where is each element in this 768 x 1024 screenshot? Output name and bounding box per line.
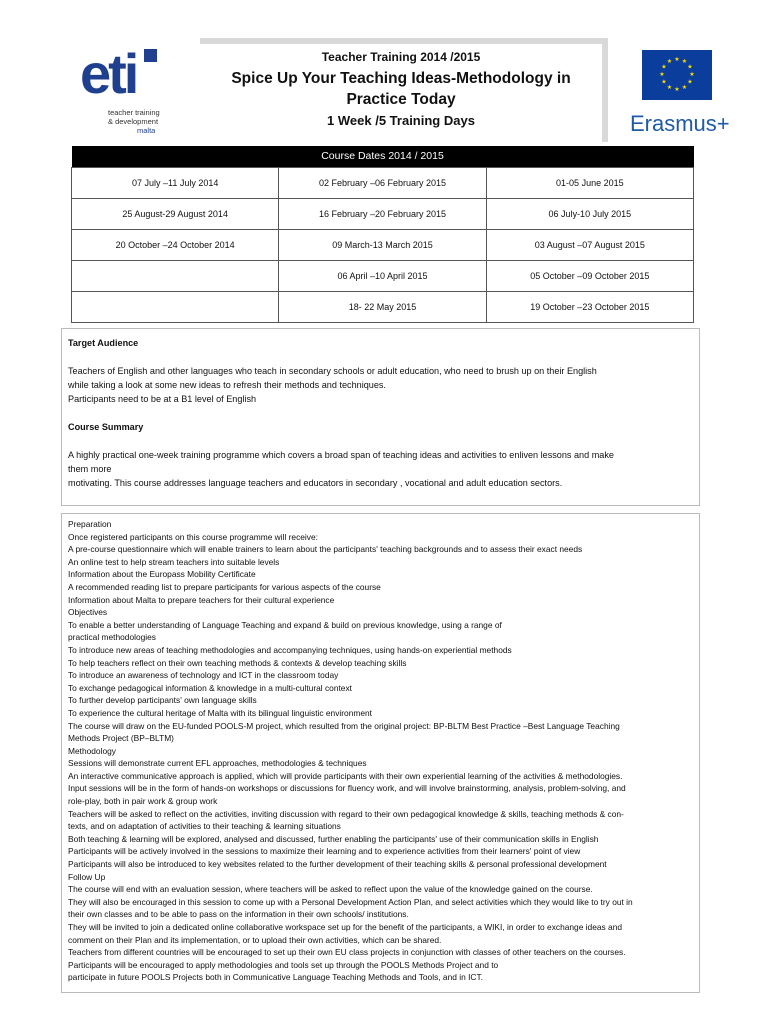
date-cell: 09 March-13 March 2015 (279, 229, 486, 260)
course-title-line1: Spice Up Your Teaching Ideas-Methodology in (231, 70, 571, 87)
course-summary-heading: Course Summary (68, 422, 144, 432)
detail-line: To experience the cultural heritage of Malta with its bilingual linguistic environment (68, 707, 372, 718)
date-cell (72, 291, 279, 322)
date-cell: 25 August-29 August 2014 (72, 198, 279, 229)
detail-line: To exchange pedagogical information & knowledge in a multi-cultural context (68, 682, 352, 693)
target-audience-line: while taking a look at some new ideas to refresh their methods and techniques. (68, 380, 386, 390)
svg-text:★: ★ (687, 63, 693, 71)
detail-line: Information about Malta to prepare teachers for their cultural experience (68, 594, 335, 605)
follow-up-heading: Follow Up (68, 871, 106, 882)
detail-line: Information about the Europass Mobility Certificate (68, 569, 256, 580)
eu-flag-icon (642, 50, 712, 100)
detail-line: Once registered participants on this course programme will receive: (68, 531, 318, 542)
date-cell: 16 February –20 February 2015 (279, 198, 486, 229)
detail-line: Input sessions will be in the form of hands-on workshops or discussions for fluency work, and will involve brainstorming, analysis, problem-solving, and (68, 783, 626, 794)
detail-line: participate in future POOLS Projects both in Communicative Language Teaching Methods and Tools, and in ICT. (68, 972, 483, 983)
course-summary-line: A highly practical one-week training programme which covers a broad span of teaching ideas and activities to enliven lessons and make (68, 450, 614, 460)
detail-line: role-play, both in pair work & group work (68, 796, 218, 807)
detail-line: practical methodologies (68, 632, 156, 643)
detail-line: Participants will be actively involved in the sessions to maximize their learning and to experience activities from their learners' point of view (68, 846, 581, 857)
detail-line: Participants will also be introduced to key websites related to the further development of their teaching skills & personal professional development (68, 859, 607, 870)
svg-text:★: ★ (687, 78, 693, 86)
date-cell (72, 260, 279, 291)
training-year: Teacher Training 2014 /2015 (321, 50, 481, 64)
svg-text:★: ★ (661, 78, 667, 86)
date-cell: 20 October –24 October 2014 (72, 229, 279, 260)
detail-line: The course will end with an evaluation session, where teachers will be asked to reflect upon the value of the knowledge gained on the course. (68, 884, 593, 895)
svg-text:★: ★ (681, 84, 688, 91)
erasmus-logo-text: Erasmus+ (630, 111, 730, 136)
detail-line: To enable a better understanding of Language Teaching and expand & build on previous knowledge, using a range of (68, 619, 502, 630)
detail-line: Teachers from different countries will be encouraged to set up their own EU class projects in conjunction with classes of other teachers on the courses. (68, 947, 626, 958)
eti-logo-line3: malta (137, 126, 156, 135)
table-row (72, 198, 694, 229)
target-audience-heading: Target Audience (68, 338, 139, 348)
course-details-box (61, 513, 700, 993)
detail-line: their own classes and to be able to pass on the information in their own schools/ institutions. (68, 909, 409, 920)
table-row (72, 229, 694, 260)
date-cell: 19 October –23 October 2015 (486, 291, 693, 322)
target-audience-line: Participants need to be at a B1 level of English (68, 394, 257, 404)
table-row (72, 260, 694, 291)
detail-line: texts, and on adaptation of activities to their teaching & learning situations (68, 821, 341, 832)
detail-line: To introduce an awareness of technology and ICT in the classroom today (68, 670, 339, 681)
svg-text:★: ★ (689, 71, 695, 78)
detail-line: comment on their Plan and its implementation, or to upload their own activities, which can be shared. (68, 934, 442, 945)
detail-line: An interactive communicative approach is applied, which will provide participants with their own experiential learning of the activities & methodologies. (68, 770, 623, 781)
table-row (72, 291, 694, 322)
preparation-heading: Preparation (68, 519, 112, 529)
detail-line: An online test to help stream teachers into suitable levels (68, 556, 280, 567)
svg-text:★: ★ (666, 84, 673, 91)
svg-text:★: ★ (666, 58, 673, 65)
eti-logo-line2: & development (108, 117, 159, 126)
course-summary-line: motivating. This course addresses language teachers and educators in secondary , vocational and adult education sectors. (68, 478, 563, 488)
detail-line: Both teaching & learning will be explored, analysed and discussed, further enabling the participants' use of their communication skills in English (68, 833, 599, 844)
methodology-heading: Methodology (68, 745, 116, 756)
course-title-line2: Practice Today (346, 91, 456, 108)
svg-text:★: ★ (661, 63, 667, 71)
date-cell: 18- 22 May 2015 (279, 291, 486, 322)
eti-logo-word: eti (80, 42, 137, 105)
svg-text:★: ★ (681, 58, 688, 65)
date-cell: 06 April –10 April 2015 (279, 260, 486, 291)
svg-text:★: ★ (674, 86, 680, 93)
detail-line: The course will draw on the EU-funded POOLS-M project, which resulted from the original project: BP-BLTM Best Practice –Best Language Teaching (68, 720, 620, 731)
eti-logo-dot (144, 49, 157, 62)
title-box (200, 38, 608, 142)
detail-line: A pre-course questionnaire which will enable trainers to learn about the participants' teaching backgrounds and to assess their exact needs (68, 544, 583, 555)
detail-line: They will also be encouraged in this session to come up with a Personal Development Action Plan, and select activities which they would like to try out in (68, 896, 633, 907)
audience-summary-box (61, 328, 700, 506)
detail-line: Teachers will be asked to reflect on the activities, inviting discussion with regard to their own pedagogical knowledge & skills, teaching methods & con- (68, 808, 624, 819)
course-dates-table (71, 146, 694, 323)
target-audience-line: Teachers of English and other languages who teach in secondary schools or adult education, who need to brush up on their English (68, 366, 597, 376)
detail-line: A recommended reading list to prepare participants for various aspects of the course (68, 581, 381, 592)
date-cell: 02 February –06 February 2015 (279, 167, 486, 198)
course-duration: 1 Week /5 Training Days (327, 113, 475, 128)
date-cell: 03 August –07 August 2015 (486, 229, 693, 260)
date-cell: 06 July-10 July 2015 (486, 198, 693, 229)
date-cell: 07 July –11 July 2014 (72, 167, 279, 198)
detail-line: To help teachers reflect on their own teaching methods & contexts & develop teaching skills (68, 657, 407, 668)
course-dates-heading: Course Dates 2014 / 2015 (72, 146, 694, 167)
detail-line: Methods Project (BP–BLTM) (68, 733, 174, 744)
eti-logo (80, 42, 170, 138)
date-cell: 01-05 June 2015 (486, 167, 693, 198)
course-summary-line: them more (68, 464, 112, 474)
detail-line: To introduce new areas of teaching methodologies and accompanying techniques, using hands-on experiential methods (68, 644, 512, 655)
detail-line: Participants will be encouraged to apply methodologies and tools set up through the POOLS Methods Project and to (68, 959, 499, 970)
eti-logo-line1: teacher training (108, 108, 160, 117)
date-cell: 05 October –09 October 2015 (486, 260, 693, 291)
detail-line: They will be invited to join a dedicated online collaborative workspace set up for the benefit of the participants, a WIKI, in order to exchange ideas and (68, 922, 623, 932)
detail-line: Sessions will demonstrate current EFL approaches, methodologies & techniques (68, 758, 367, 769)
table-row (72, 167, 694, 198)
svg-text:★: ★ (659, 71, 665, 78)
detail-line: To further develop participants' own language skills (68, 695, 257, 706)
objectives-heading: Objectives (68, 607, 108, 618)
svg-text:★: ★ (674, 56, 680, 63)
